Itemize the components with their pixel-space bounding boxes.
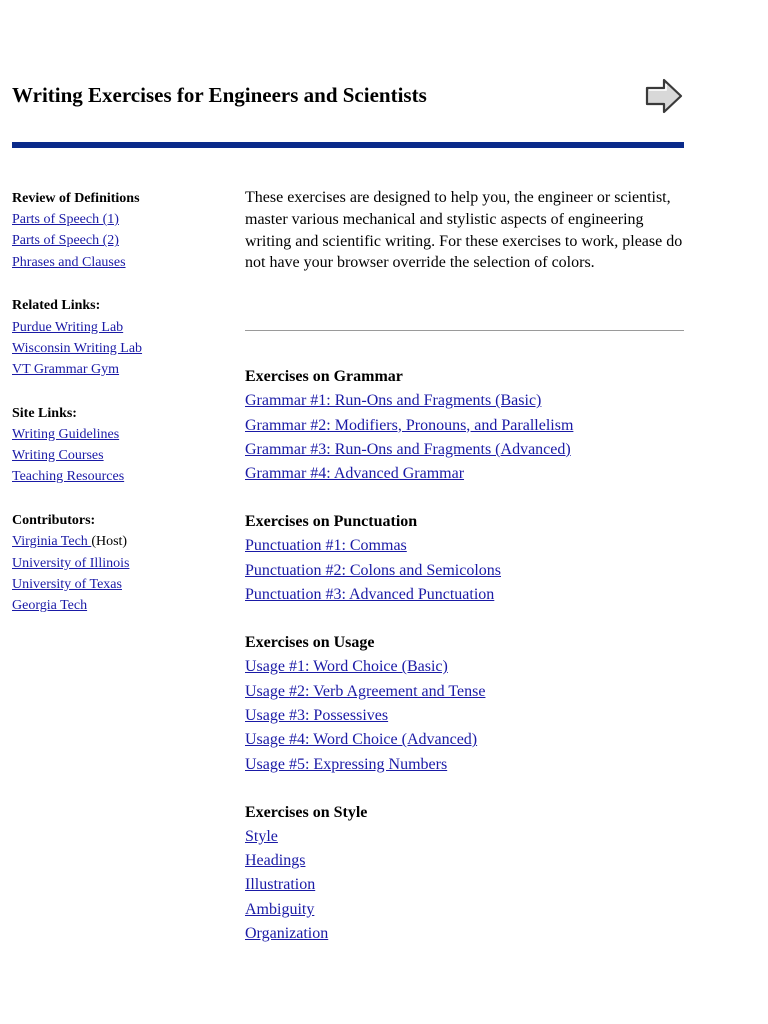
- sidebar-link-wisconsin-writing-lab[interactable]: Wisconsin Writing Lab: [12, 340, 143, 356]
- sidebar-item: [12, 317, 222, 338]
- sidebar-link-university-of-texas[interactable]: University of Texas: [12, 576, 122, 592]
- sidebar-item: [12, 574, 222, 595]
- page-title: Writing Exercises for Engineers and Scientists: [12, 83, 427, 107]
- sidebar-item: [12, 445, 222, 466]
- section-exercises-on-usage: [245, 631, 685, 777]
- exercise-link-grammar-4-advanced-grammar[interactable]: Grammar #4: Advanced Grammar: [245, 465, 465, 483]
- sidebar-group-related-links: [12, 295, 222, 380]
- section-heading: Exercises on Usage: [245, 634, 375, 652]
- sidebar: [12, 188, 222, 639]
- section-heading: Exercises on Style: [245, 803, 368, 821]
- sidebar-item: [12, 359, 222, 380]
- exercise-link-punctuation-3-advanced-punctuation[interactable]: Punctuation #3: Advanced Punctuation: [245, 586, 495, 604]
- exercise-link-grammar-3-run-ons-and-fragments-advanced[interactable]: Grammar #3: Run-Ons and Fragments (Advanced): [245, 440, 571, 458]
- sidebar-link-georgia-tech[interactable]: Georgia Tech: [12, 598, 88, 614]
- main-content: [245, 187, 685, 274]
- exercise-link-headings[interactable]: Headings: [245, 852, 306, 870]
- exercise-link-grammar-1-run-ons-and-fragments-basic[interactable]: Grammar #1: Run-Ons and Fragments (Basic): [245, 392, 542, 410]
- header-rule: [12, 142, 684, 148]
- sidebar-item: [12, 209, 222, 230]
- exercise-link-punctuation-1-commas[interactable]: Punctuation #1: Commas: [245, 537, 407, 555]
- sidebar-item: [12, 338, 222, 359]
- section-heading: Exercises on Punctuation: [245, 513, 418, 531]
- sidebar-heading: Related Links:: [12, 298, 101, 314]
- sidebar-item: [12, 553, 222, 574]
- section-exercises-on-grammar: [245, 365, 685, 486]
- sidebar-link-teaching-resources[interactable]: Teaching Resources: [12, 469, 125, 485]
- exercise-sections: [245, 365, 685, 970]
- exercise-link-illustration[interactable]: Illustration: [245, 876, 316, 894]
- exercise-link-usage-2-verb-agreement-and-tense[interactable]: Usage #2: Verb Agreement and Tense: [245, 682, 486, 700]
- sidebar-link-writing-courses[interactable]: Writing Courses: [12, 448, 104, 464]
- sidebar-item: [12, 424, 222, 445]
- exercise-link-usage-1-word-choice-basic[interactable]: Usage #1: Word Choice (Basic): [245, 658, 448, 676]
- sidebar-link-parts-of-speech-1[interactable]: Parts of Speech (1): [12, 212, 119, 228]
- sidebar-group-review-of-definitions: [12, 188, 222, 273]
- section-exercises-on-punctuation: [245, 510, 685, 607]
- sidebar-link-university-of-illinois[interactable]: University of Illinois: [12, 555, 130, 571]
- section-divider: [245, 330, 684, 331]
- exercise-link-usage-5-expressing-numbers[interactable]: Usage #5: Expressing Numbers: [245, 755, 448, 773]
- sidebar-link-parts-of-speech-2[interactable]: Parts of Speech (2): [12, 233, 119, 249]
- host-note: (Host): [91, 534, 128, 550]
- sidebar-item: [12, 595, 222, 616]
- sidebar-link-phrases-and-clauses[interactable]: Phrases and Clauses: [12, 254, 126, 270]
- section-exercises-on-style: [245, 801, 685, 947]
- sidebar-link-purdue-writing-lab[interactable]: Purdue Writing Lab: [12, 319, 124, 335]
- section-heading: Exercises on Grammar: [245, 368, 403, 385]
- exercise-link-organization[interactable]: Organization: [245, 925, 329, 942]
- exercise-link-grammar-2-modifiers-pronouns-and-parallelism[interactable]: Grammar #2: Modifiers, Pronouns, and Parallelism: [245, 416, 574, 434]
- sidebar-link-vt-grammar-gym[interactable]: VT Grammar Gym: [12, 362, 120, 378]
- exercise-link-punctuation-2-colons-and-semicolons[interactable]: Punctuation #2: Colons and Semicolons: [245, 561, 501, 579]
- sidebar-link-writing-guidelines[interactable]: Writing Guidelines: [12, 427, 120, 443]
- sidebar-link-virginia-tech[interactable]: Virginia Tech: [12, 534, 92, 550]
- sidebar-heading: Contributors:: [12, 513, 96, 529]
- right-arrow-icon[interactable]: [644, 77, 684, 115]
- sidebar-group-site-links: [12, 403, 222, 488]
- sidebar-heading: Site Links:: [12, 405, 77, 421]
- sidebar-item: [12, 230, 222, 251]
- exercise-link-ambiguity[interactable]: Ambiguity: [245, 900, 315, 918]
- exercise-link-usage-3-possessives[interactable]: Usage #3: Possessives: [245, 706, 389, 724]
- sidebar-item: [12, 531, 222, 552]
- exercise-link-usage-4-word-choice-advanced[interactable]: Usage #4: Word Choice (Advanced): [245, 731, 478, 749]
- sidebar-group-contributors: [12, 510, 222, 616]
- exercise-link-style[interactable]: Style: [245, 827, 278, 845]
- sidebar-heading: Review of Definitions: [12, 191, 140, 206]
- sidebar-item: [12, 252, 222, 273]
- intro-text: These exercises are designed to help you, the engineer or scientist, master various mechanical and stylistic aspects of engineering writing and scientific writing. For these exercises to work, please do not have your browser override the selection of colors.: [245, 189, 683, 272]
- sidebar-item: [12, 466, 222, 487]
